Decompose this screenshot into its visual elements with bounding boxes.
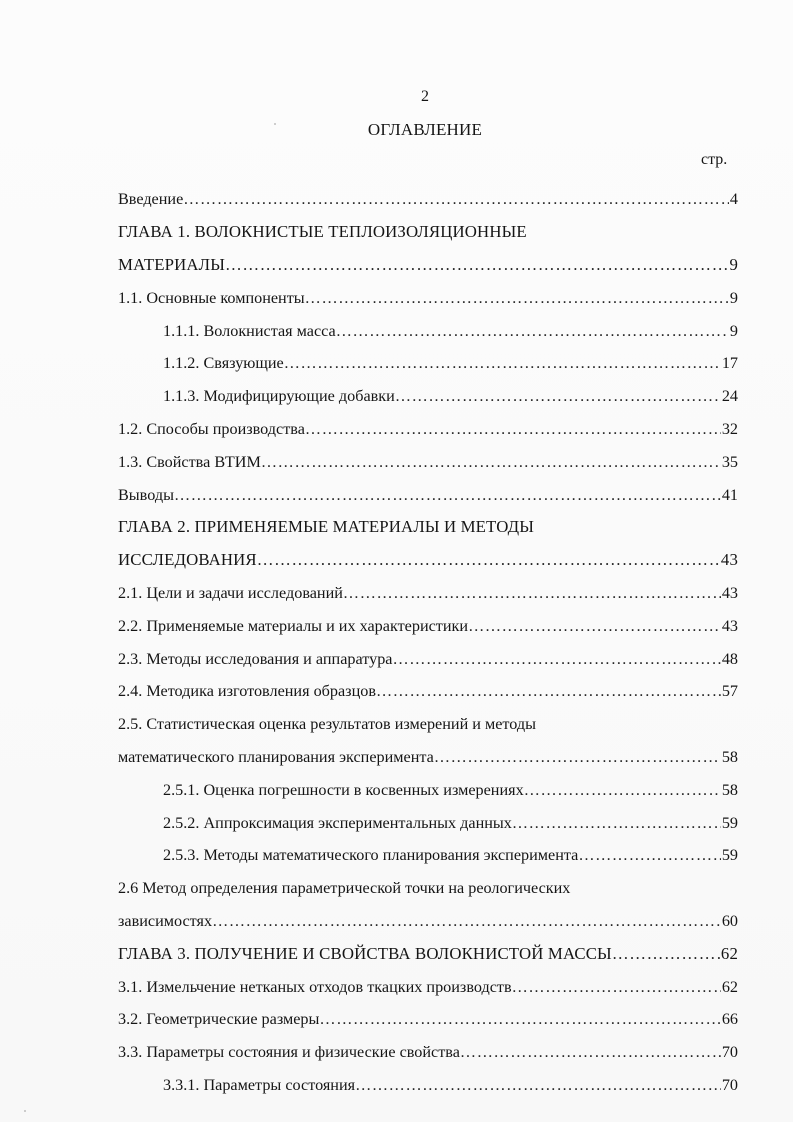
toc-entry-chapter-2-heading [118, 511, 738, 544]
toc-entry-chapter-3 [118, 937, 738, 970]
toc-entry-3-3-1 [118, 1069, 738, 1102]
toc-entry-label: 2.6 Метод определения параметрической точки на реологических [118, 879, 571, 898]
toc-entry-chapter-1-heading [118, 216, 738, 249]
toc-entry-3-3 [118, 1036, 738, 1069]
toc-entry-page: 57 [721, 682, 738, 701]
toc-entry-chapter-2-heading-continued [118, 544, 738, 577]
toc-entry-page: 59 [721, 846, 738, 865]
toc-entry-label: 3.1. Измельчение нетканых отходов ткацких производств [118, 977, 512, 996]
toc-entry-label: 1.1.1. Волокнистая масса [163, 321, 336, 340]
toc-entry-label: Выводы [118, 485, 174, 504]
toc-entry-label: 2.1. Цели и задачи исследований [118, 583, 343, 602]
toc-entry-3-2 [118, 1003, 738, 1036]
toc-entry-1-2 [118, 413, 738, 446]
toc-entry-page: 43 [720, 550, 738, 570]
toc-entry-page: 41 [721, 485, 738, 504]
toc-entry-2-5-3 [118, 839, 738, 872]
scan-speck [388, 233, 390, 235]
toc-entry-1-3 [118, 445, 738, 478]
toc-entry-label: 2.5.1. Оценка погрешности в косвенных измерениях [163, 780, 524, 799]
dot-leader [305, 288, 729, 308]
toc-entry-label: 1.1.2. Связующие [163, 354, 284, 373]
toc-entry-page: 48 [721, 649, 738, 668]
toc-entry-2-6-heading [118, 872, 738, 905]
toc-entry-page: 17 [721, 354, 738, 373]
toc-entry-conclusions [118, 478, 738, 511]
dot-leader [225, 255, 728, 275]
dot-leader [524, 780, 721, 800]
toc-entry-page: 58 [721, 780, 738, 799]
toc-entry-label: 3.3.1. Параметры состояния [163, 1075, 356, 1094]
toc-entry-label: 2.5.3. Методы математического планирования эксперимента [163, 846, 579, 865]
toc-entry-page: 24 [721, 387, 738, 406]
toc-entry-page: 70 [721, 1043, 738, 1062]
dot-leader [284, 353, 721, 373]
toc-entry-label: 2.5. Статистическая оценка результатов измерений и методы [118, 715, 537, 734]
toc-entry-page: 66 [721, 1010, 738, 1029]
dot-leader [174, 485, 721, 505]
dot-leader [305, 419, 721, 439]
toc-entry-2-5-2 [118, 806, 738, 839]
dot-leader [319, 1009, 720, 1029]
toc-entry-1-1-3 [118, 380, 738, 413]
toc-entry-page: 9 [729, 254, 738, 274]
toc-entry-label: 1.3. Свойства ВТИМ [118, 452, 261, 471]
toc-entry-page: 4 [729, 190, 738, 209]
toc-entry-page: 9 [729, 321, 738, 340]
toc-entry-2-5-1 [118, 773, 738, 806]
toc-entry-label: ИССЛЕДОВАНИЯ [118, 550, 257, 570]
dot-leader [434, 747, 721, 767]
dot-leader [512, 977, 721, 997]
dot-leader [392, 649, 720, 669]
table-of-contents-title: ОГЛАВЛЕНИЕ [367, 120, 483, 139]
toc-entry-label: 2.2. Применяемые материалы и их характеристики [118, 616, 469, 635]
page-number: 2 [421, 88, 429, 105]
toc-entry-page: 62 [720, 943, 738, 963]
table-of-contents [118, 183, 738, 1101]
scan-speck [274, 123, 276, 125]
toc-entry-chapter-1-heading-continued [118, 249, 738, 282]
page-column-label: стр. [701, 151, 728, 168]
dot-leader [578, 845, 720, 865]
toc-entry-label: ГЛАВА 2. ПРИМЕНЯЕМЫЕ МАТЕРИАЛЫ И МЕТОДЫ [118, 517, 535, 537]
toc-entry-label: 2.5.2. Аппроксимация экспериментальных данных [163, 813, 512, 832]
toc-entry-3-1 [118, 970, 738, 1003]
dot-leader [512, 813, 721, 833]
scan-speck [24, 1110, 26, 1112]
toc-entry-page: 43 [721, 616, 738, 635]
toc-entry-page: 58 [721, 747, 738, 766]
toc-entry-label: Введение [118, 190, 184, 209]
dot-leader [468, 616, 721, 636]
toc-entry-2-4 [118, 675, 738, 708]
toc-entry-page: 35 [721, 452, 738, 471]
toc-entry-label: 1.2. Способы производства [118, 419, 305, 438]
toc-entry-label: ГЛАВА 3. ПОЛУЧЕНИЕ И СВОЙСТВА ВОЛОКНИСТОЙ МАССЫ [118, 943, 612, 963]
dot-leader [376, 681, 721, 701]
toc-entry-page: 70 [721, 1075, 738, 1094]
dot-leader [395, 386, 721, 406]
toc-entry-2-6-heading-continued [118, 905, 738, 938]
toc-entry-label: 3.3. Параметры состояния и физические свойства [118, 1043, 460, 1062]
toc-entry-label: математического планирования эксперимента [118, 747, 434, 766]
toc-entry-2-5-heading [118, 708, 738, 741]
toc-entry-introduction [118, 183, 738, 216]
toc-entry-1-1-1 [118, 314, 738, 347]
toc-entry-2-3 [118, 642, 738, 675]
toc-entry-label: зависимостях [118, 911, 213, 930]
toc-entry-page: 59 [721, 813, 738, 832]
toc-entry-2-5-heading-continued [118, 741, 738, 774]
toc-entry-label: 1.1.3. Модифицирующие добавки [163, 387, 395, 406]
toc-entry-1-1 [118, 281, 738, 314]
toc-entry-label: 2.4. Методика изготовления образцов [118, 682, 376, 701]
toc-entry-2-2 [118, 609, 738, 642]
toc-entry-label: МАТЕРИАЛЫ [118, 254, 226, 274]
toc-entry-1-1-2 [118, 347, 738, 380]
toc-entry-page: 43 [721, 583, 738, 602]
dot-leader [336, 321, 729, 341]
dot-leader [343, 583, 721, 603]
toc-entry-page: 9 [729, 288, 738, 307]
toc-entry-label: 1.1. Основные компоненты [118, 288, 305, 307]
dot-leader [460, 1042, 721, 1062]
dot-leader [612, 944, 720, 964]
dot-leader [183, 189, 729, 209]
toc-entry-page: 32 [721, 419, 738, 438]
toc-entry-page: 62 [721, 977, 738, 996]
toc-entry-label: ГЛАВА 1. ВОЛОКНИСТЫЕ ТЕПЛОИЗОЛЯЦИОННЫЕ [118, 222, 527, 242]
toc-entry-page: 60 [721, 911, 738, 930]
toc-entry-label: 3.2. Геометрические размеры [118, 1010, 320, 1029]
toc-entry-2-1 [118, 577, 738, 610]
dot-leader [261, 452, 721, 472]
dot-leader [355, 1075, 721, 1095]
dot-leader [212, 911, 721, 931]
toc-entry-label: 2.3. Методы исследования и аппаратура [118, 649, 393, 668]
dot-leader [257, 550, 720, 570]
